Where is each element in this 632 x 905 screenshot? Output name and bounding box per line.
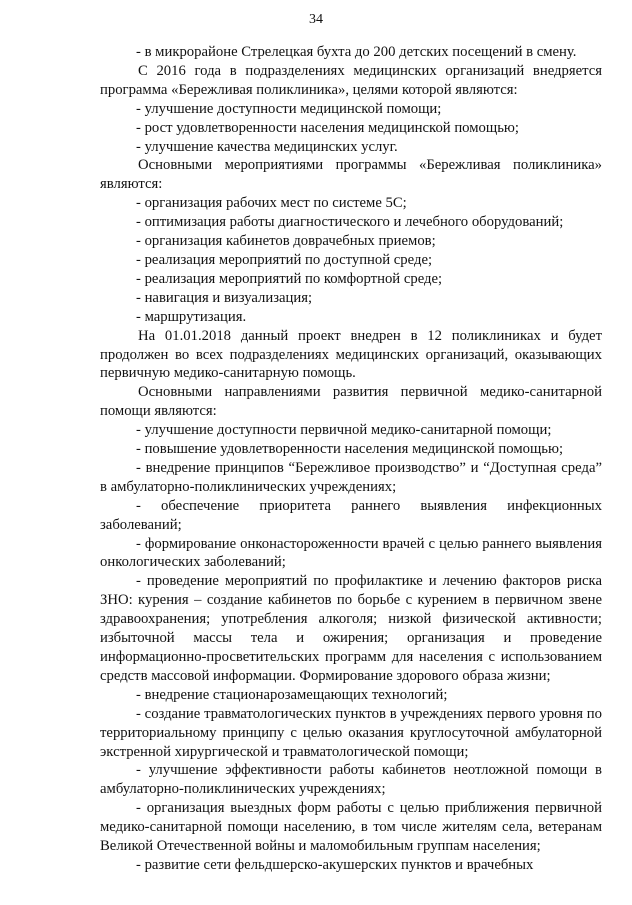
list-item: - организация кабинетов доврачебных приемов; — [136, 233, 436, 250]
list-item: - повышение удовлетворенности населения медицинской помощью; — [136, 441, 564, 458]
list-item: - в микрорайоне Стрелецкая бухта до 200 детских посещений в смену. — [136, 44, 577, 60]
list-item: - маршрутизация. — [136, 308, 247, 325]
list-item: - внедрение стационарозамещающих технологий; — [136, 686, 448, 703]
list-item: - улучшение доступности первичной медико-санитарной помощи; — [136, 422, 552, 439]
list-item: - реализация мероприятий по доступной среде; — [136, 251, 433, 268]
list-item: - развитие сети фельдшерско-акушерских пунктов и врачебных — [136, 856, 534, 873]
list-item: - улучшение качества медицинских услуг. — [136, 138, 398, 155]
list-item: - навигация и визуализация; — [136, 289, 313, 306]
paragraph: С 2016 года в подразделениях медицинских организаций внедряется программа «Бережливая поликлиника», целями которой являются: — [100, 62, 602, 98]
list-item: - оптимизация работы диагностического и лечебного оборудований; — [136, 214, 564, 231]
list-item: - реализация мероприятий по комфортной среде; — [136, 270, 443, 287]
list-item: - внедрение принципов “Бережливое производство” и “Доступная среда” в амбулаторно-поликлинических учреждениях; — [100, 459, 602, 495]
paragraph: На 01.01.2018 данный проект внедрен в 12 поликлиниках и будет продолжен во всех подразделениях медицинских организаций, оказывающих первичную медико-санитарную помощь. — [100, 327, 602, 382]
body-text — [100, 43, 602, 875]
list-item: - рост удовлетворенности населения медицинской помощью; — [136, 119, 519, 136]
paragraph: Основными мероприятиями программы «Бережливая поликлиника» являются: — [100, 157, 602, 193]
paragraph: Основными направлениями развития первичной медико-санитарной помощи являются: — [100, 384, 602, 420]
list-item: - улучшение эффективности работы кабинетов неотложной помощи в амбулаторно-поликлинических учреждениях; — [100, 762, 602, 798]
list-item: - организация выездных форм работы с целью приближения первичной медико-санитарной помощи населению, в том числе жителям села, ветеранам Великой Отечественной войны и маломобильным группам населения; — [100, 800, 602, 855]
list-item: - улучшение доступности медицинской помощи; — [136, 100, 442, 117]
list-item: - обеспечение приоритета раннего выявления инфекционных заболеваний; — [100, 497, 602, 533]
list-item: - проведение мероприятий по профилактике и лечению факторов риска ЗНО: курения – создание кабинетов по борьбе с курением в первичном звене здравоохранения; употребления алкоголя; низкой физической активности; избыточной массы тела и ожирения; организация и проведение информационно-просветительских программ для населения с использованием средств массовой информации. Формирование здорового образа жизни; — [100, 573, 602, 684]
list-item: - создание травматологических пунктов в учреждениях первого уровня по территориальному принципу с целью оказания круглосуточной амбулаторной экстренной хирургической и травматологической помощи; — [100, 705, 602, 760]
list-item: - организация рабочих мест по системе 5С; — [136, 195, 407, 212]
page-number: 34 — [309, 12, 323, 27]
list-item: - формирование онконастороженности врачей с целью раннего выявления онкологических заболеваний; — [100, 535, 602, 571]
